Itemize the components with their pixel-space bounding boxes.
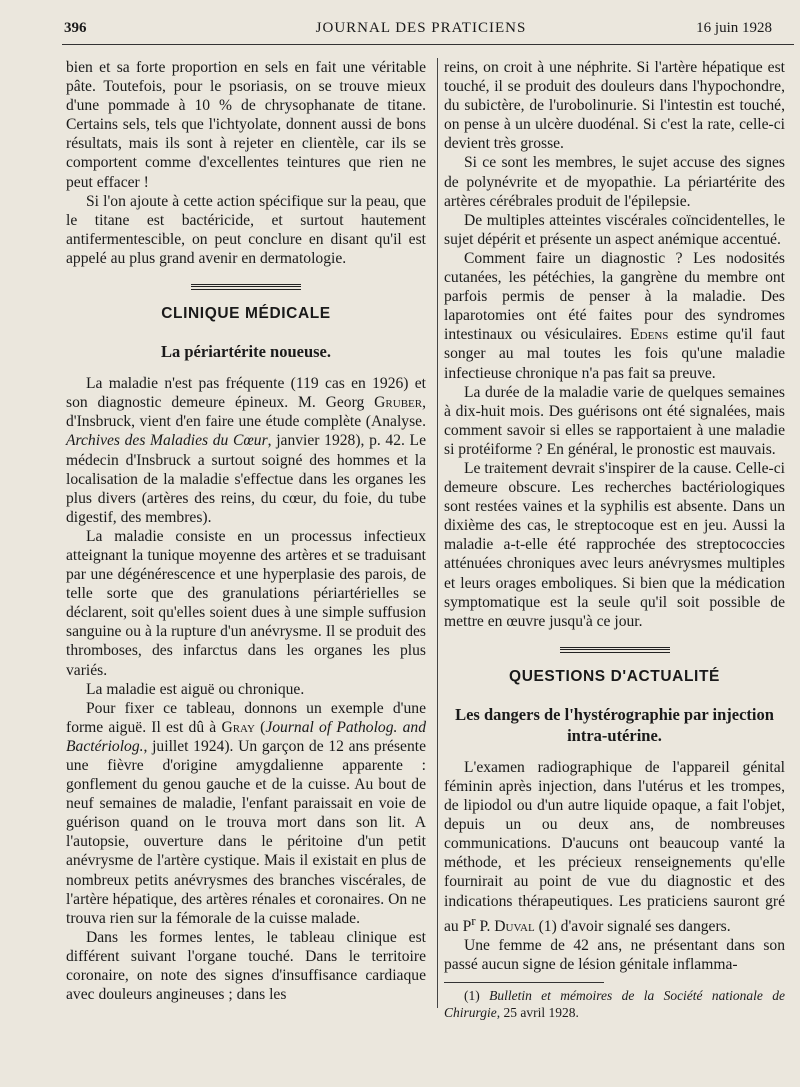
paragraph: La maladie n'est pas fréquente (119 cas en 1926) et son diagnostic demeure épineux. M. Georg Gruber, d'Insbruck, vient d'en faire une étude complète (Analyse. Archives des Maladies du Cœur, janvier 1928), p. 42. Le médecin d'Insbruck a surtout soigné des hommes et la localisation de la maladie s'effectue dans les organes les plus divers (artères des reins, du cœur, du foie, du tube digestif, des membres). xyxy=(66,375,426,526)
footnote-rule xyxy=(444,982,604,983)
paragraph: Si ce sont les membres, le sujet accuse des signes de polynévrite et de myopathie. La périartérite des artères cérébrales produit de l'épilepsie. xyxy=(444,154,785,210)
footnote: (1) Bulletin et mémoires de la Société nationale de Chirurgie, 25 avril 1928. xyxy=(444,988,785,1021)
section-rule xyxy=(560,647,670,653)
paragraph: La durée de la maladie varie de quelques semaines à dix-huit mois. Des guérisons ont été signalées, mais comment savoir si elles se rapportaient à une maladie si protéiforme ? En général, le pronostic est mauvais. xyxy=(444,383,785,458)
footnote-citation: Bulletin et mémoires de la Société nationale de Chirurgie xyxy=(444,988,785,1021)
article-title: Les dangers de l'hystérographie par injection intra-utérine. xyxy=(455,704,774,745)
paragraph: bien et sa forte proportion en sels en fait une véritable pâte. Toutefois, pour le psoriasis, on se trouve mieux d'une pommade à 10 % de chrysophanate de titane. Certains sels, tels que l'ichtyolate, donnent aussi de bons résultats, mais ils sont à rejeter en clientèle, car ils se comportent comme d'excellentes teintures que rien ne peut effacer ! xyxy=(66,59,426,191)
left-column xyxy=(66,58,426,1004)
paragraph: Dans les formes lentes, le tableau clinique est différent suivant l'organe touché. Dans le territoire coronaire, on note des signes d'insuffisance cardiaque avec douleurs angineuses ; dans les xyxy=(66,928,426,1004)
author-name: Edens xyxy=(630,326,669,344)
paragraph: Si l'on ajoute à cette action spécifique sur la peau, que le titane est bactéricide, et surtout hautement antifermentescible, on peut conclure en disant qu'il est appelé au plus grand avenir en dermatologie. xyxy=(66,192,426,267)
paragraph: De multiples atteintes viscérales coïncidentelles, le sujet dépérit et présente un aspect anémique accentué. xyxy=(444,211,785,248)
journal-citation: Journal of Patholog. and Bactériolog. xyxy=(66,718,426,755)
right-column xyxy=(444,58,785,1021)
section-title: QUESTIONS D'ACTUALITÉ xyxy=(509,667,720,685)
section-rule xyxy=(191,284,301,290)
page-header xyxy=(62,16,780,38)
journal-citation: Archives des Maladies du Cœur xyxy=(66,432,268,450)
journal-title: JOURNAL DES PRATICIENS xyxy=(315,20,527,36)
author-name: P. Duval xyxy=(475,917,535,935)
paragraph: Une femme de 42 ans, ne présentant dans son passé aucun signe de lésion génitale inflamma- xyxy=(444,936,785,974)
column-separator xyxy=(437,58,438,1008)
article-title: La périartérite noueuse. xyxy=(160,342,331,362)
header-rule xyxy=(62,44,794,45)
paragraph: Pour fixer ce tableau, donnons un exemple d'une forme aiguë. Il est dû à Gray (Journal of Patholog. and Bactériolog., juillet 1924). Un garçon de 12 ans présente une fièvre d'origine amygdalienne apparente : gonflement du genou gauche et de la cuisse. Au bout de neuf semaines de maladie, l'enfant paraissait en voie de guérison quand on le trouva mort dans son lit. A l'autopsie, ouverture dans le péritoine d'un petit anévrysme de l'artère cystique. Mais il existait en plus de nombreux petits anévrysmes des branches viscérales, de l'artère hépatique, des artères rénales et coronaires. On ne trouva rien sur la fémorale de la cuisse malade. xyxy=(66,699,426,927)
paragraph: Le traitement devrait s'inspirer de la cause. Celle-ci demeure obscure. Les recherches bactériologiques sont restées vaines et la syphilis est absente. Dans un dixième des cas, le streptocoque est en jeu. Aussi la maladie a-t-elle été rapprochée des streptococcies atténuées chroniques avec leurs anévrysmes multiples et leurs orages emboliques. Si bien que la médication symptomatique est la seule qu'il soit possible de mettre en œuvre jusqu'à ce jour. xyxy=(444,459,785,630)
paragraph: L'examen radiographique de l'appareil génital féminin après injection, dans l'utérus et les trompes, de lipiodol ou d'un autre liquide opaque, a fait l'objet, depuis un ou deux ans, de nombreuses communications. D'aucuns ont beaucoup vanté la méthode, et les précieux renseignements qu'elle fournirait au point de vue du diagnostic et des indications thérapeutiques. Les praticiens sauront gré au $P^r$ P. Duval (1) d'avoir signalé ses dangers. xyxy=(444,758,785,935)
author-name: Gray xyxy=(221,718,255,736)
author-name: Gruber xyxy=(374,394,423,412)
paragraph: La maladie est aiguë ou chronique. xyxy=(86,680,305,698)
paragraph: Comment faire un diagnostic ? Les nodosités cutanées, les pétéchies, la gangrène du membre ont parfois permis de penser à la maladie. Des laparotomies ont été faites pour des syndromes intestinaux ou vésiculaires. Edens estime qu'il faut songer au mal toutes les fois qu'une maladie infectieuse chronique n'a pas fait sa preuve. xyxy=(444,249,785,382)
page-number: 396 xyxy=(64,20,87,36)
section-title: CLINIQUE MÉDICALE xyxy=(161,305,331,323)
paragraph: La maladie consiste en un processus infectieux atteignant la tunique moyenne des artères et se traduisant par une dégénérescence et une hyperplasie des parois, de telle sorte que des granulations périartérielles se déclarent, soit qu'elles soient dues à une simple suffusion sanguine ou à la rupture d'un anévrysme. Il se produit des thromboses, des infarctus dans les organes les plus variés. xyxy=(66,527,426,679)
issue-date: 16 juin 1928 xyxy=(696,20,772,36)
paragraph: reins, on croit à une néphrite. Si l'artère hépatique est touché, il se produit des douleurs dans l'hypochondre, du subictère, de l'urobolinurie. Si l'intestin est touché, on pense à un ulcère duodénal. Si c'est la rate, celle-ci devient très grosse. xyxy=(444,59,785,153)
